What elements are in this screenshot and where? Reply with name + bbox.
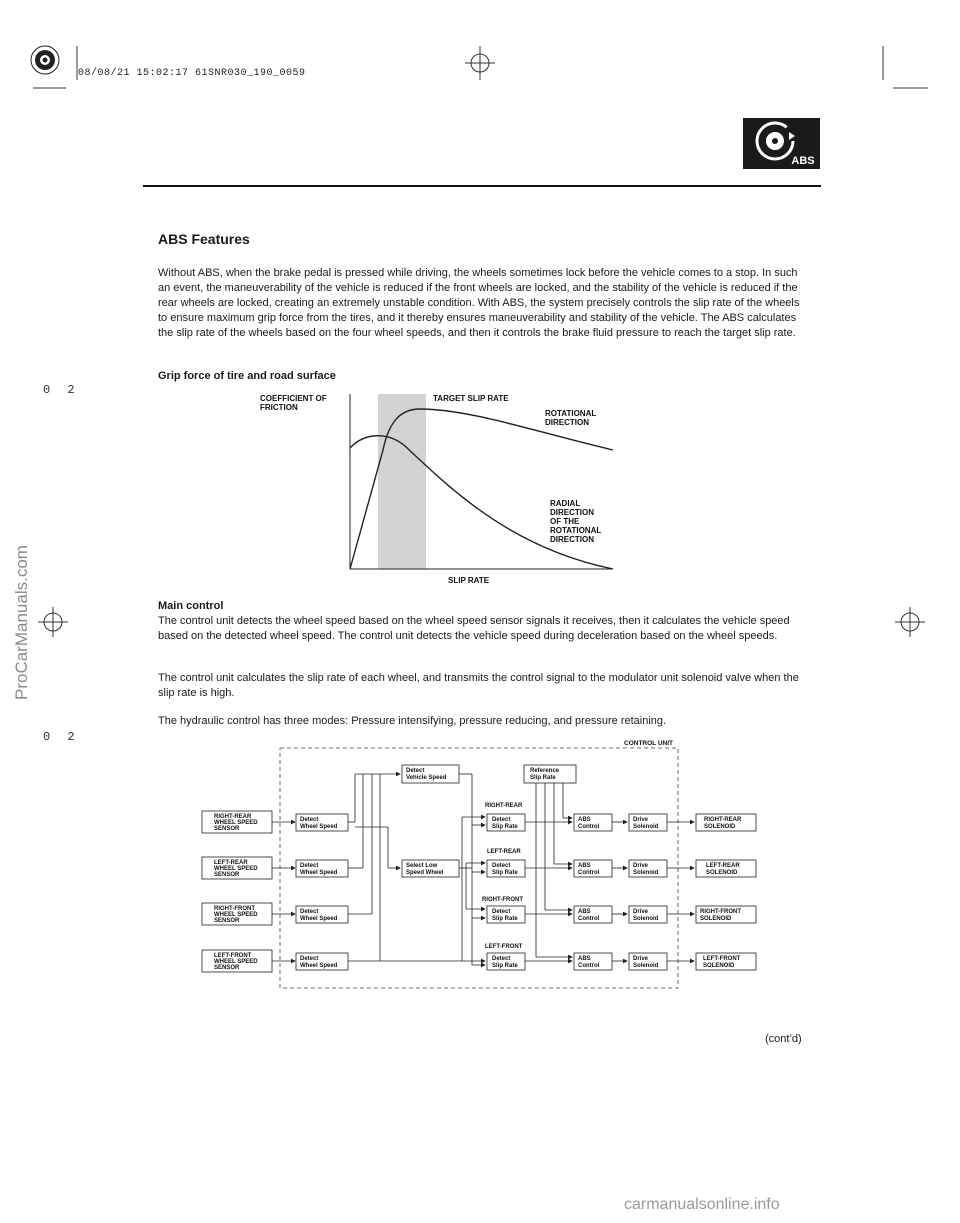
detect-wheel-speed-label-4: Detect Wheel Speed	[300, 956, 338, 969]
detect-slip-rate-label-1: Detect Slip Rate	[492, 817, 518, 830]
wheel-label-right-front: RIGHT-FRONT	[482, 897, 523, 903]
abs-control-block-diagram	[200, 735, 770, 997]
drive-solenoid-label-4: Drive Solenoid	[633, 956, 659, 969]
control-unit-label: CONTROL UNIT	[624, 740, 673, 747]
solenoid-label-left-rear: LEFT-REAR SOLENOID	[706, 863, 740, 876]
abs-control-label-2: ABS Control	[578, 863, 600, 876]
margin-mark-bottom: 0 2	[43, 730, 80, 744]
reference-slip-rate-label: Reference Slip Rate	[530, 768, 560, 781]
section-title: ABS Features	[158, 231, 250, 247]
main-control-subtitle: Main control	[158, 600, 224, 612]
solenoid-label-right-front: RIGHT-FRONT SOLENOID	[700, 909, 741, 922]
solenoid-label-left-front: LEFT-FRONT SOLENOID	[703, 956, 741, 969]
detect-slip-rate-label-2: Detect Slip Rate	[492, 863, 518, 876]
grip-chart-subtitle: Grip force of tire and road surface	[158, 370, 336, 382]
wheel-label-left-rear: LEFT-REAR	[487, 849, 521, 855]
wheel-label-left-front: LEFT-FRONT	[485, 944, 523, 950]
logo-label: ABS	[791, 155, 815, 167]
margin-mark-top: 0 2	[43, 383, 80, 397]
abs-control-label-1: ABS Control	[578, 817, 600, 830]
main-control-paragraph-2: The control unit calculates the slip rate of each wheel, and transmits the control signal to the modulator unit solenoid valve when the slip rate is high.	[158, 672, 799, 699]
main-control-paragraph-1: The control unit detects the wheel speed based on the wheel speed sensor signals it receives, then it calculates the vehicle speed based on the detected wheel speed. The control unit detects the vehicle speed during deceleration based on the wheel speeds.	[158, 615, 790, 642]
detect-vehicle-speed-label: Detect Vehicle Speed	[406, 768, 447, 781]
y-axis-label: COEFFICIENT OF FRICTION	[260, 394, 327, 412]
select-low-speed-wheel-label: Select Low Speed Wheel	[406, 863, 444, 876]
print-stamp: 08/08/21 15:02:17 61SNR030_190_0059	[78, 68, 306, 79]
drive-solenoid-label-3: Drive Solenoid	[633, 909, 659, 922]
footer-watermark: carmanualsonline.info	[624, 1196, 780, 1213]
main-control-paragraph-3: The hydraulic control has three modes: Pressure intensifying, pressure reducing, and pressure retaining.	[158, 715, 667, 727]
rotational-curve-label: ROTATIONAL DIRECTION	[545, 409, 597, 427]
continued-note: (cont’d)	[765, 1033, 802, 1045]
intro-paragraph: Without ABS, when the brake pedal is pressed while driving, the wheels sometimes lock before the vehicle comes to a stop. In such an event, the maneuverability of the vehicle is reduced if the front wheels are locked, and the stability of the vehicle is reduced if the rear wheels are locked, creating an extremely unstable condition. With ABS, the system precisely controls the slip rate of the wheels to ensure maximum grip force from the tires, and it thereby ensures maneuverability and stability of the vehicle. The ABS calculates the slip rate of the wheels based on the four wheel speeds, and then it controls the brake fluid pressure to reach the target slip rate.	[158, 267, 800, 339]
sensor-label-left-rear: LEFT-REAR WHEEL SPEED SENSOR	[214, 860, 258, 878]
radial-curve-label: RADIAL DIRECTION OF THE ROTATIONAL DIRECTION	[550, 499, 602, 544]
detect-slip-rate-label-3: Detect Slip Rate	[492, 909, 518, 922]
solenoid-label-right-rear: RIGHT-REAR SOLENOID	[704, 817, 742, 830]
x-axis-label: SLIP RATE	[448, 576, 490, 585]
abs-control-label-3: ABS Control	[578, 909, 600, 922]
abs-logo	[743, 118, 820, 169]
detect-wheel-speed-label-2: Detect Wheel Speed	[300, 863, 338, 876]
sensor-label-left-front: LEFT-FRONT WHEEL SPEED SENSOR	[214, 953, 258, 971]
sensor-label-right-rear: RIGHT-REAR WHEEL SPEED SENSOR	[214, 814, 258, 832]
target-slip-band	[378, 394, 426, 569]
detect-wheel-speed-label-3: Detect Wheel Speed	[300, 909, 338, 922]
wheel-label-right-rear: RIGHT-REAR	[485, 803, 523, 809]
abs-control-label-4: ABS Control	[578, 956, 600, 969]
registration-target-icon	[31, 46, 59, 74]
header-rule	[143, 185, 821, 187]
brake-disc-icon	[743, 118, 820, 169]
detect-wheel-speed-label-1: Detect Wheel Speed	[300, 817, 338, 830]
drive-solenoid-label-2: Drive Solenoid	[633, 863, 659, 876]
detect-slip-rate-label-4: Detect Slip Rate	[492, 956, 518, 969]
sensor-label-right-front: RIGHT-FRONT WHEEL SPEED SENSOR	[214, 906, 258, 924]
side-watermark: ProCarManuals.com	[12, 545, 31, 700]
target-slip-label: TARGET SLIP RATE	[433, 394, 509, 403]
drive-solenoid-label-1: Drive Solenoid	[633, 817, 659, 830]
grip-force-chart	[240, 388, 640, 588]
